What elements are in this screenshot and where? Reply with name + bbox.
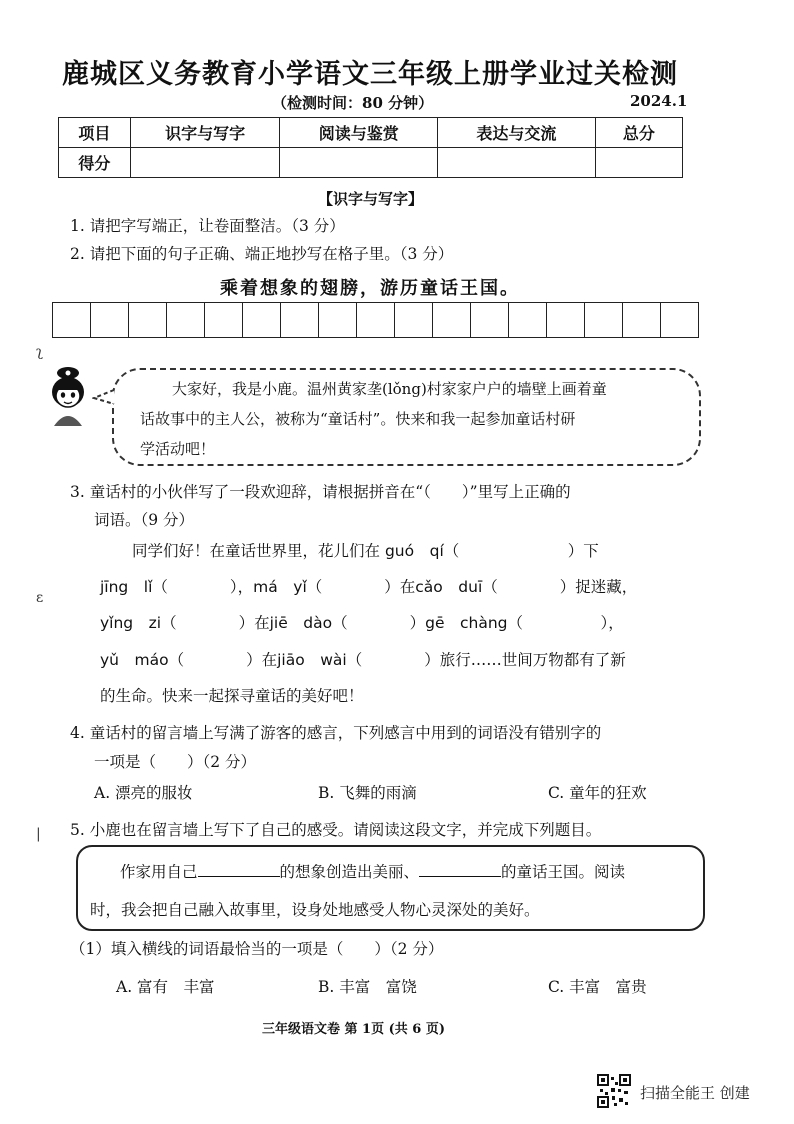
pinyin-mayi: má yǐ (253, 578, 307, 596)
girl-character-icon (44, 366, 92, 428)
q5-option-b[interactable]: B. 丰富 富饶 (318, 978, 417, 996)
grid-cell[interactable] (319, 303, 357, 337)
answer-bracket[interactable]: （ ） (161, 614, 255, 632)
passage-text: 的童话王国。阅读 (501, 863, 626, 881)
grid-cell[interactable] (471, 303, 509, 337)
score-col-reading: 阅读与鉴赏 (280, 118, 438, 148)
pinyin-jiedao: jiē dào (269, 614, 333, 632)
question-4-line-2: 一项是（ ）（2 分） (94, 753, 257, 771)
q3-passage-line-2: jīng lǐ（ ），má yǐ（ ）在cǎo duī（ ）捉迷藏， (100, 578, 638, 596)
passage-text: ， (608, 614, 624, 632)
question-4-line-1: 4. 童话村的留言墙上写满了游客的感言，下列感言中用到的词语没有错别字的 (70, 724, 602, 742)
score-cell[interactable] (130, 148, 280, 178)
pinyin-caodui: cǎo duī (415, 578, 483, 596)
score-col-item: 项目 (59, 118, 131, 148)
exam-title: 鹿城区义务教育小学语文三年级上册学业过关检测 (62, 59, 678, 90)
q5-option-a[interactable]: A. 富有 丰富 (116, 978, 215, 996)
passage-text: 同学们好！在童话世界里，花儿们在 (132, 542, 381, 560)
question-5-sub-1: （1）填入横线的词语最恰当的一项是（ ）（2 分） (70, 940, 444, 958)
score-table-score-row (59, 148, 683, 178)
grid-cell[interactable] (357, 303, 395, 337)
pinyin-jingli: jīng lǐ (100, 578, 153, 596)
passage-text: 旅行……世间万物都有了新 (439, 651, 626, 669)
bubble-line-2: 话故事中的主人公，被称为“童话村”。快来和我一起参加童话村研 (140, 410, 576, 428)
pinyin-jiaowai: jiāo wài (277, 651, 347, 669)
grid-cell[interactable] (433, 303, 471, 337)
grid-cell[interactable] (547, 303, 585, 337)
score-cell[interactable] (595, 148, 682, 178)
passage-text: 在 (399, 578, 416, 596)
margin-mark: | (36, 826, 41, 842)
pinyin-guoqi: guó qí (384, 542, 444, 560)
section-title: 【识字与写字】 (318, 190, 424, 208)
grid-cell[interactable] (205, 303, 243, 337)
exam-duration: （检测时间：80 分钟） (272, 94, 434, 112)
answer-bracket[interactable]: （ ） (482, 578, 576, 596)
grid-cell[interactable] (623, 303, 661, 337)
score-table (58, 117, 683, 178)
grid-cell[interactable] (281, 303, 319, 337)
passage-line-1 (120, 860, 625, 882)
margin-mark: ɛ (36, 590, 44, 606)
answer-bracket[interactable]: （ ） (346, 651, 440, 669)
pinyin-yumao: yǔ máo (100, 651, 169, 669)
answer-bracket[interactable]: （ ） (152, 578, 238, 596)
answer-bracket[interactable]: （ ） (443, 542, 584, 560)
q3-passage-line-3 (100, 611, 624, 633)
score-col-expression: 表达与交流 (438, 118, 596, 148)
grid-cell[interactable] (661, 303, 698, 337)
question-3-line-2: 词语。（9 分） (94, 511, 195, 529)
fill-blank-2[interactable] (419, 862, 501, 877)
passage-text: 在 (261, 651, 278, 669)
score-cell[interactable] (438, 148, 596, 178)
q3-passage-line-4 (100, 648, 626, 670)
grid-cell[interactable] (585, 303, 623, 337)
passage-line-2: 时，我会把自己融入故事里，设身处地感受人物心灵深处的美好。 (90, 901, 540, 919)
page-footer: 三年级语文卷 第 1页 (共 6 页) (262, 1022, 446, 1037)
score-table-header-row (59, 118, 683, 148)
pinyin-gechang: gē chàng (425, 614, 508, 632)
passage-text: 捉迷藏， (575, 578, 638, 596)
question-5: 5. 小鹿也在留言墙上写下了自己的感受。请阅读这段文字，并完成下列题目。 (70, 821, 602, 839)
question-3-line-1: 3. 童话村的小伙伴写了一段欢迎辞，请根据拼音在“（ ）”里写上正确的 (70, 483, 571, 501)
answer-bracket[interactable]: （ ） (306, 578, 400, 596)
q5-option-c[interactable]: C. 丰富 富贵 (548, 978, 647, 996)
answer-bracket[interactable]: （ ） (507, 614, 609, 632)
question-2: 2. 请把下面的句子正确、端正地抄写在格子里。（3 分） (70, 245, 454, 263)
grid-cell[interactable] (91, 303, 129, 337)
q4-option-b[interactable]: B. 飞舞的雨滴 (318, 784, 417, 802)
passage-text: 在 (254, 614, 270, 632)
passage-text: 下 (583, 542, 599, 560)
score-col-total: 总分 (595, 118, 682, 148)
passage-text: 作家用自己 (120, 863, 198, 881)
scanner-watermark: 扫描全能王 创建 (640, 1084, 750, 1102)
score-col-literacy: 识字与写字 (130, 118, 280, 148)
grid-cell[interactable] (53, 303, 91, 337)
q3-passage-line-1 (132, 539, 599, 561)
fill-blank-1[interactable] (198, 862, 280, 877)
qr-code-icon (597, 1074, 631, 1108)
answer-bracket[interactable]: （ ） (332, 614, 426, 632)
margin-mark: ʅ (36, 344, 43, 360)
q4-option-c[interactable]: C. 童年的狂欢 (548, 784, 647, 802)
bubble-tail-icon (92, 388, 116, 408)
score-row-label: 得分 (59, 148, 131, 178)
grid-cell[interactable] (129, 303, 167, 337)
exam-date: 2024.1 (630, 92, 688, 110)
q3-passage-line-5: 的生命。快来一起探寻童话的美好吧！ (100, 687, 364, 705)
score-cell[interactable] (280, 148, 438, 178)
bubble-line-1: 大家好，我是小鹿。温州黄家垄(lǒng)村家家户户的墙壁上画着童 (172, 380, 607, 398)
copy-sentence: 乘着想象的翅膀，游历童话王国。 (220, 278, 520, 299)
answer-bracket[interactable]: （ ） (168, 651, 262, 669)
question-1: 1. 请把字写端正，让卷面整洁。（3 分） (70, 217, 345, 235)
q4-option-a[interactable]: A. 漂亮的服妆 (94, 784, 193, 802)
passage-text: 的想象创造出美丽、 (279, 863, 420, 881)
bubble-line-3: 学活动吧！ (140, 440, 216, 458)
grid-cell[interactable] (509, 303, 547, 337)
pinyin-yingzi: yǐng zi (100, 614, 162, 632)
grid-cell[interactable] (395, 303, 433, 337)
grid-cell[interactable] (243, 303, 281, 337)
bubble-text (140, 374, 685, 464)
writing-grid[interactable] (52, 302, 699, 338)
grid-cell[interactable] (167, 303, 205, 337)
